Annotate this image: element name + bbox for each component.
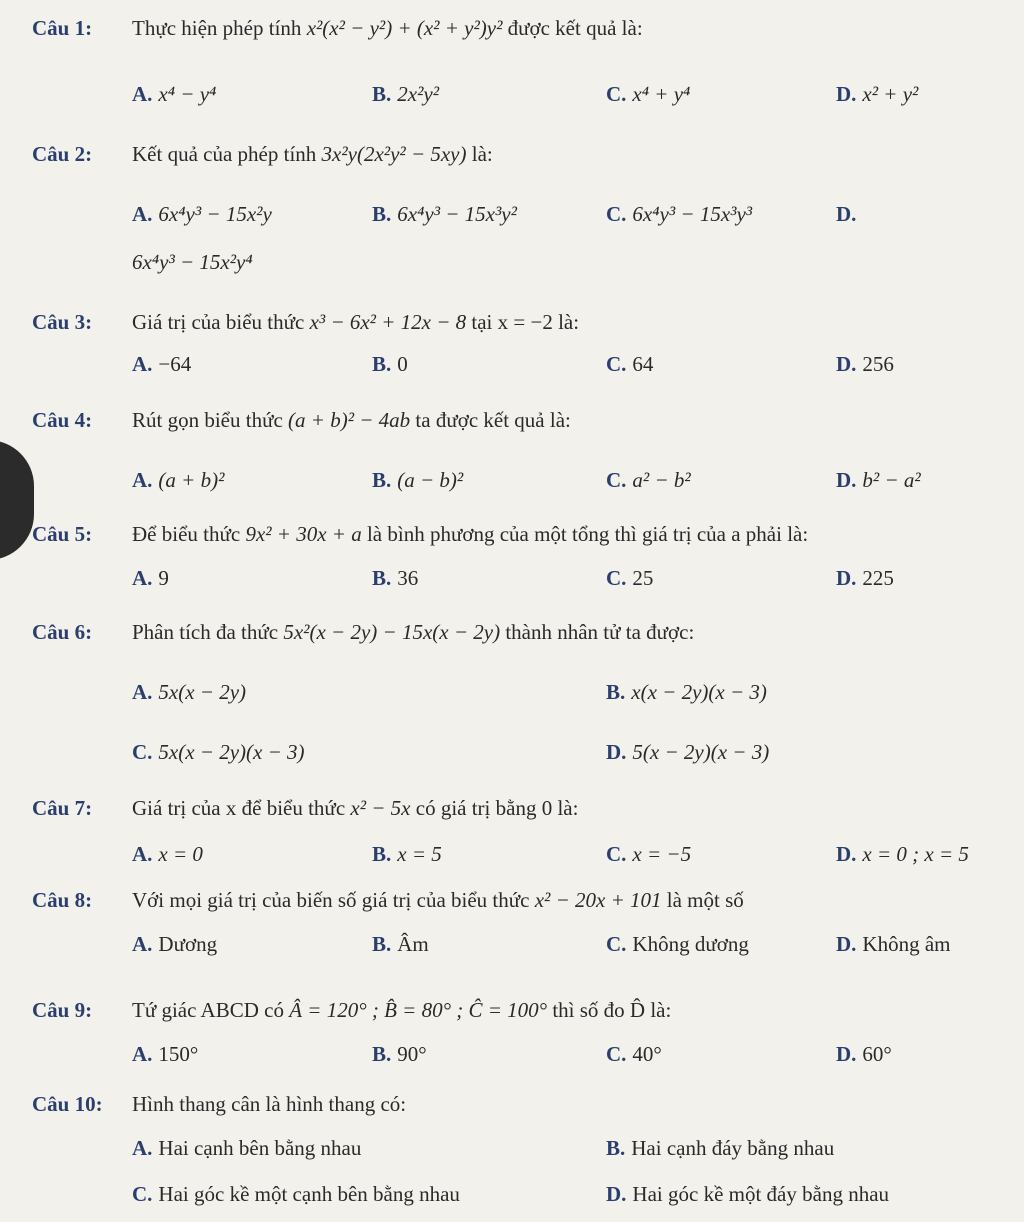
question-expression: (a + b)² − 4ab bbox=[288, 408, 411, 432]
option-b[interactable]: B. 0 bbox=[372, 352, 408, 376]
question-number: Câu 8: bbox=[32, 888, 93, 912]
option-a[interactable]: A. (a + b)² bbox=[132, 468, 225, 492]
question-expression: x² − 5x bbox=[350, 796, 411, 820]
option-d[interactable]: D. 256 bbox=[836, 352, 894, 376]
question-text: Rút gọn biểu thức (a + b)² − 4ab ta được kết quả là: bbox=[132, 408, 571, 432]
option-b[interactable]: B. 6x⁴y³ − 15x³y² bbox=[372, 202, 517, 226]
question-number: Câu 2: bbox=[32, 142, 93, 166]
option-c[interactable]: C. Không dương bbox=[606, 932, 749, 956]
question-text: Hình thang cân là hình thang có: bbox=[132, 1092, 407, 1116]
question-text: Giá trị của x để biểu thức x² − 5x có giá trị bằng 0 là: bbox=[132, 796, 579, 820]
question-expression: 5x²(x − 2y) − 15x(x − 2y) bbox=[283, 620, 501, 644]
question-7 bbox=[32, 796, 1004, 821]
option-a[interactable]: A. x⁴ − y⁴ bbox=[132, 82, 217, 106]
question-number: Câu 1: bbox=[32, 16, 93, 40]
option-b[interactable]: B. Âm bbox=[372, 932, 429, 956]
page-edge-mark bbox=[0, 440, 34, 560]
option-b[interactable]: B. Hai cạnh đáy bằng nhau bbox=[606, 1136, 835, 1160]
question-expression: x²(x² − y²) + (x² + y²)y² bbox=[306, 16, 503, 40]
option-b[interactable]: B. x = 5 bbox=[372, 842, 442, 866]
question-expression: x³ − 6x² + 12x − 8 bbox=[309, 310, 467, 334]
option-d[interactable]: 6x⁴y³ − 15x²y⁴ bbox=[132, 250, 253, 274]
option-c[interactable]: C. 64 bbox=[606, 352, 654, 376]
option-c[interactable]: C. Hai góc kề một cạnh bên bằng nhau bbox=[132, 1182, 460, 1206]
question-3 bbox=[32, 310, 1004, 335]
option-a[interactable]: A. 5x(x − 2y) bbox=[132, 680, 247, 704]
question-2 bbox=[32, 142, 1004, 167]
question-expression: Â = 120° ; B̂ = 80° ; Ĉ = 100° bbox=[289, 998, 548, 1022]
option-b[interactable]: B. (a − b)² bbox=[372, 468, 464, 492]
question-9 bbox=[32, 998, 1004, 1023]
option-c[interactable]: C. x = −5 bbox=[606, 842, 692, 866]
option-d-label[interactable]: D. bbox=[836, 202, 857, 226]
question-4 bbox=[32, 408, 1004, 433]
option-d[interactable]: D. Hai góc kề một đáy bằng nhau bbox=[606, 1182, 890, 1206]
question-6 bbox=[32, 620, 1004, 645]
question-8 bbox=[32, 888, 1004, 913]
question-number: Câu 3: bbox=[32, 310, 93, 334]
option-a[interactable]: A. Dương bbox=[132, 932, 218, 956]
option-c[interactable]: C. a² − b² bbox=[606, 468, 691, 492]
option-b[interactable]: B. x(x − 2y)(x − 3) bbox=[606, 680, 767, 704]
option-a[interactable]: A. −64 bbox=[132, 352, 192, 376]
option-c[interactable]: C. 6x⁴y³ − 15x³y³ bbox=[606, 202, 753, 226]
question-text: Kết quả của phép tính 3x²y(2x²y² − 5xy) là: bbox=[132, 142, 493, 166]
question-number: Câu 6: bbox=[32, 620, 93, 644]
question-number: Câu 10: bbox=[32, 1092, 103, 1116]
option-d[interactable]: D. 60° bbox=[836, 1042, 892, 1066]
question-expression: 3x²y(2x²y² − 5xy) bbox=[321, 142, 467, 166]
question-number: Câu 5: bbox=[32, 522, 93, 546]
option-d[interactable]: D. x² + y² bbox=[836, 82, 919, 106]
question-10 bbox=[32, 1092, 1004, 1117]
option-d[interactable]: D. b² − a² bbox=[836, 468, 921, 492]
question-expression: 9x² + 30x + a bbox=[245, 522, 362, 546]
question-text: Tứ giác ABCD có Â = 120° ; B̂ = 80° ; Ĉ = 100° thì số đo D̂ là: bbox=[132, 998, 672, 1022]
question-text: Để biểu thức 9x² + 30x + a là bình phương của một tổng thì giá trị của a phải là: bbox=[132, 522, 809, 546]
option-c[interactable]: C. 25 bbox=[606, 566, 654, 590]
question-5 bbox=[32, 522, 1004, 547]
question-number: Câu 9: bbox=[32, 998, 93, 1022]
option-d[interactable]: D. 5(x − 2y)(x − 3) bbox=[606, 740, 770, 764]
question-1 bbox=[32, 16, 1004, 41]
option-c[interactable]: C. 40° bbox=[606, 1042, 662, 1066]
option-d[interactable]: D. x = 0 ; x = 5 bbox=[836, 842, 969, 866]
option-a[interactable]: A. 9 bbox=[132, 566, 169, 590]
question-text: Thực hiện phép tính x²(x² − y²) + (x² + y²)y² được kết quả là: bbox=[132, 16, 643, 40]
option-d[interactable]: D. 225 bbox=[836, 566, 894, 590]
option-b[interactable]: B. 2x²y² bbox=[372, 82, 439, 106]
option-a[interactable]: A. x = 0 bbox=[132, 842, 203, 866]
option-b[interactable]: B. 90° bbox=[372, 1042, 427, 1066]
option-c[interactable]: C. x⁴ + y⁴ bbox=[606, 82, 691, 106]
question-number: Câu 7: bbox=[32, 796, 93, 820]
option-a[interactable]: A. Hai cạnh bên bằng nhau bbox=[132, 1136, 362, 1160]
question-text: Phân tích đa thức 5x²(x − 2y) − 15x(x − 2y) thành nhân tử ta được: bbox=[132, 620, 695, 644]
option-b[interactable]: B. 36 bbox=[372, 566, 419, 590]
question-expression: x² − 20x + 101 bbox=[534, 888, 662, 912]
option-d[interactable]: D. Không âm bbox=[836, 932, 951, 956]
option-c[interactable]: C. 5x(x − 2y)(x − 3) bbox=[132, 740, 305, 764]
question-number: Câu 4: bbox=[32, 408, 93, 432]
option-a[interactable]: A. 150° bbox=[132, 1042, 199, 1066]
question-text: Giá trị của biểu thức x³ − 6x² + 12x − 8 tại x = −2 là: bbox=[132, 310, 580, 334]
question-text: Với mọi giá trị của biến số giá trị của biểu thức x² − 20x + 101 là một số bbox=[132, 888, 744, 912]
option-a[interactable]: A. 6x⁴y³ − 15x²y bbox=[132, 202, 272, 226]
